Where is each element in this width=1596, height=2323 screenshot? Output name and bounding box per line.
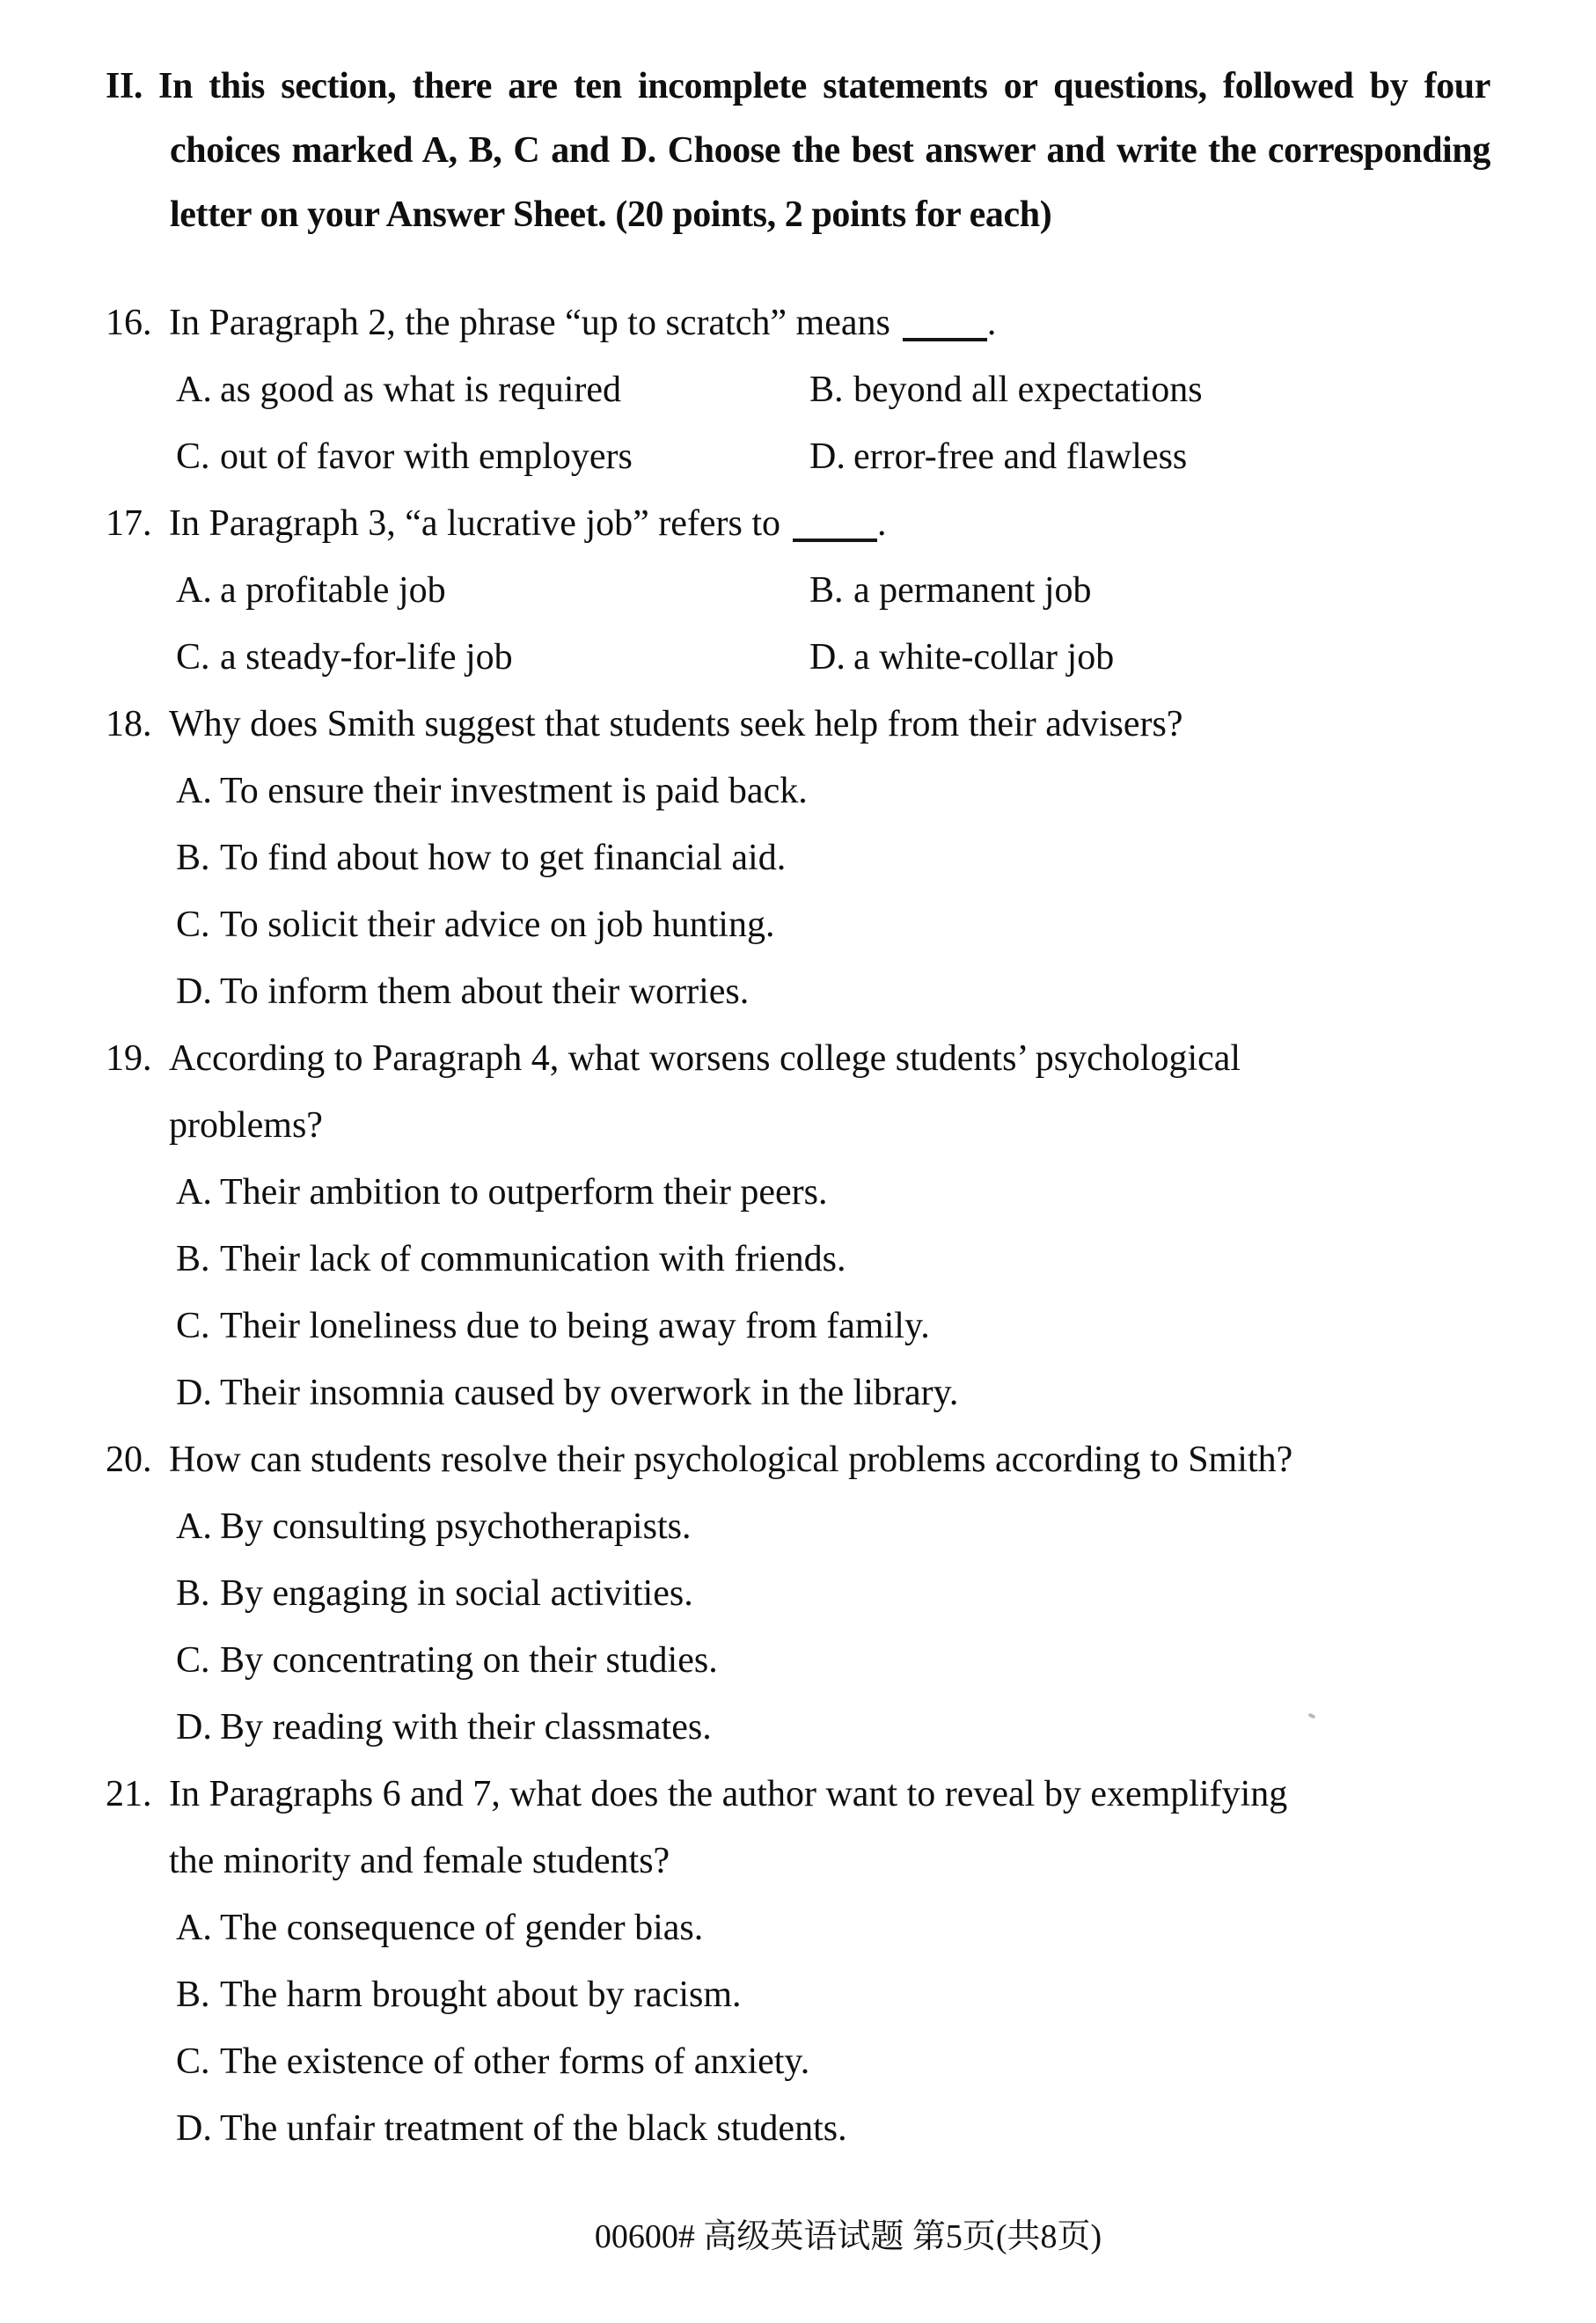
question-21 <box>106 1761 1596 1828</box>
question-21-option-c: C. The existence of other forms of anxiety. <box>176 2041 810 2082</box>
question-17 <box>106 490 1596 557</box>
question-18-option-d: D. To inform them about their worries. <box>176 971 750 1012</box>
question-16-option-a: A. as good as what is required <box>176 370 622 410</box>
question-16-text: In Paragraph 2, the phrase “up to scratch” means <box>169 303 890 343</box>
question-19-number: 19. <box>106 1038 152 1079</box>
question-18-option-c: C. To solicit their advice on job hunting. <box>176 905 775 945</box>
question-19-option-d: D. Their insomnia caused by overwork in the library. <box>176 1373 959 1413</box>
question-16-answer-blank <box>903 329 987 341</box>
question-16 <box>106 289 1596 356</box>
question-19 <box>106 1025 1596 1092</box>
question-17-option-d: D. a white-collar job <box>809 637 1115 678</box>
question-21-option-b: B. The harm brought about by racism. <box>176 1975 742 2015</box>
question-17-number: 17. <box>106 503 152 544</box>
question-17-option-a: A. a profitable job <box>176 570 446 611</box>
question-20-option-c: C. By concentrating on their studies. <box>176 1640 718 1681</box>
question-16-period: . <box>986 303 997 343</box>
question-16-option-c: C. out of favor with employers <box>176 436 633 477</box>
question-16-options-row-2 <box>106 423 1596 490</box>
question-17-period: . <box>877 503 887 544</box>
question-17-text: In Paragraph 3, “a lucrative job” refers to <box>169 503 781 544</box>
question-20-option-d: D. By reading with their classmates. <box>176 1707 712 1748</box>
question-21-text-line-2: the minority and female students? <box>169 1841 670 1881</box>
section-instructions <box>106 55 1490 247</box>
question-21-option-a: A. The consequence of gender bias. <box>176 1908 704 1948</box>
question-18-text: Why does Smith suggest that students seek help from their advisers? <box>169 704 1183 744</box>
question-21-option-d: D. The unfair treatment of the black students. <box>176 2108 847 2149</box>
instructions-line-1 <box>106 55 1490 119</box>
instructions-line-2: choices marked A, B, C and D. Choose the best answer and write the corresponding <box>170 130 1490 171</box>
question-19-option-b: B. Their lack of communication with friends. <box>176 1239 846 1279</box>
question-20-text: How can students resolve their psychological problems according to Smith? <box>169 1440 1293 1480</box>
question-16-option-d: D. error-free and flawless <box>809 436 1188 477</box>
question-21-number: 21. <box>106 1774 152 1814</box>
section-numeral: II. <box>106 66 143 106</box>
question-19-text-line-2: problems? <box>169 1105 323 1146</box>
question-20 <box>106 1426 1596 1493</box>
instructions-text-1: In this section, there are ten incomplete statements or questions, followed by four <box>158 66 1490 106</box>
question-16-option-b: B. beyond all expectations <box>809 370 1203 410</box>
questions-list <box>106 289 1596 2162</box>
question-18-number: 18. <box>106 704 152 744</box>
question-17-options-row-2 <box>106 624 1596 691</box>
question-20-number: 20. <box>106 1440 152 1480</box>
question-20-option-b: B. By engaging in social activities. <box>176 1573 693 1614</box>
question-16-options-row-1 <box>106 356 1596 423</box>
question-16-number: 16. <box>106 303 152 343</box>
question-17-answer-blank <box>793 530 877 542</box>
question-17-option-c: C. a steady-for-life job <box>176 637 513 678</box>
question-19-option-a: A. Their ambition to outperform their peers. <box>176 1172 828 1213</box>
question-18-option-a: A. To ensure their investment is paid back. <box>176 771 808 811</box>
instructions-line-3: letter on your Answer Sheet. (20 points, 2 points for each) <box>170 194 1052 235</box>
page-footer: 00600# 高级英语试题 第5页(共8页) <box>594 2218 1102 2255</box>
question-17-option-b: B. a permanent job <box>809 570 1092 611</box>
question-19-text-line-1: According to Paragraph 4, what worsens college students’ psychological <box>169 1038 1241 1079</box>
question-18 <box>106 691 1596 758</box>
question-21-text-line-1: In Paragraphs 6 and 7, what does the author want to reveal by exemplifying <box>169 1774 1288 1814</box>
question-20-option-a: A. By consulting psychotherapists. <box>176 1506 692 1547</box>
question-18-option-b: B. To find about how to get financial aid. <box>176 838 787 878</box>
question-17-options-row-1 <box>106 557 1596 624</box>
question-19-option-c: C. Their loneliness due to being away from family. <box>176 1306 930 1346</box>
